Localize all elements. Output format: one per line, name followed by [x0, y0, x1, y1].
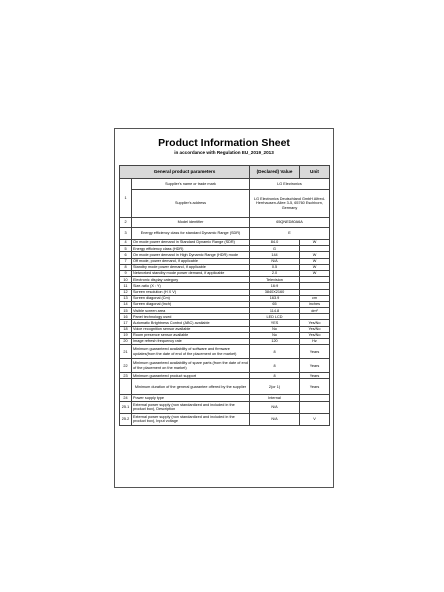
row-number: 18: [120, 326, 132, 332]
row-number: 9: [120, 270, 132, 276]
table-row: [120, 218, 330, 228]
row-value: 8: [250, 359, 300, 373]
row-desc: Image refresh frequency rate: [132, 339, 250, 345]
row-value: LG Electronics Deutschland GmbH Alfred-Herrhausen-Allee 3-5, 65760 Eschborn, Germany: [250, 190, 330, 218]
row-desc: Model identifier: [132, 218, 250, 228]
row-number: 1: [120, 179, 132, 218]
row-number: 11: [120, 283, 132, 289]
row-unit: Yes/No: [300, 332, 330, 338]
row-number: 15: [120, 308, 132, 314]
row-value: 8: [250, 345, 300, 359]
row-value: 65QNED80A6A: [250, 218, 330, 228]
row-value: N/A: [250, 413, 300, 425]
row-value: 84.0: [250, 240, 300, 246]
row-number: 16: [120, 314, 132, 320]
row-value: 0.5: [250, 264, 300, 270]
row-number: 21: [120, 345, 132, 359]
row-desc: External power supply (non standardized and included in the product box), Description: [132, 401, 250, 413]
row-unit: W: [300, 270, 330, 276]
row-desc: Electronic display category: [132, 277, 250, 283]
row-desc: External power supply (non standardized and included in the product box), Input voltage: [132, 413, 250, 425]
row-unit: Years: [300, 345, 330, 359]
sheet-subtitle: in accordance with Regulation EU_2019_2013: [174, 150, 274, 155]
row-number: 19: [120, 332, 132, 338]
row-unit: Yes/No: [300, 320, 330, 326]
row-number: 10: [120, 277, 132, 283]
row-desc: Minimum guaranteed availability of spare parts (from the date of end of the placement on the market): [132, 359, 250, 373]
row-desc: Panel technology used: [132, 314, 250, 320]
row-unit: Hz: [300, 339, 330, 345]
row-value: E: [250, 228, 330, 240]
row-value: G: [250, 246, 300, 252]
row-value: 65: [250, 301, 300, 307]
row-unit: W: [300, 264, 330, 270]
table-row: [120, 179, 330, 190]
row-value: Internal: [250, 395, 300, 401]
row-desc: Screen diagonal (Inch): [132, 301, 250, 307]
row-desc: On mode power demand in High Dynamic Range (HDR) mode: [132, 252, 250, 258]
row-value: No: [250, 332, 300, 338]
row-desc: Power supply type: [132, 395, 250, 401]
row-desc: Minimum duration of the general guarantee offered by the supplier: [132, 379, 250, 395]
row-unit: [300, 401, 330, 413]
row-number: 7: [120, 258, 132, 264]
row-number: 22: [120, 359, 132, 373]
row-unit: dm²: [300, 308, 330, 314]
row-desc: Energy efficiency class for standard Dynamic Range (SDR): [132, 228, 250, 240]
row-number: [120, 379, 132, 395]
table-row: [120, 413, 330, 425]
row-number: 20: [120, 339, 132, 345]
row-desc: Energy efficiency class (HDR): [132, 246, 250, 252]
row-number: 24: [120, 395, 132, 401]
row-number: 4: [120, 240, 132, 246]
row-value: 163.9: [250, 295, 300, 301]
table-row: [120, 401, 330, 413]
row-value: 8: [250, 373, 300, 379]
row-desc: Supplier's name or trade mark: [132, 179, 250, 190]
row-value: 120: [250, 339, 300, 345]
parameters-table: [119, 165, 330, 426]
table-header-row: [120, 166, 330, 179]
header-params: General product parameters: [120, 166, 250, 179]
row-number: 25.1: [120, 401, 132, 413]
row-number: 23: [120, 373, 132, 379]
row-desc: Minimum guaranteed availability of software and firmware updates(from the date of end of the placement on the market): [132, 345, 250, 359]
row-unit: W: [300, 252, 330, 258]
row-desc: Minimum guaranteed product support: [132, 373, 250, 379]
table-row: [120, 379, 330, 395]
row-value: YES: [250, 320, 300, 326]
row-desc: Standby mode power demand, if applicable: [132, 264, 250, 270]
table-row: [120, 345, 330, 359]
row-number: 6: [120, 252, 132, 258]
row-value: 144: [250, 252, 300, 258]
row-unit: inches: [300, 301, 330, 307]
row-value: 2.0: [250, 270, 300, 276]
row-number: 8: [120, 264, 132, 270]
row-number: 13: [120, 295, 132, 301]
row-value: Television: [250, 277, 300, 283]
sheet-title: Product Information Sheet: [158, 137, 290, 149]
row-number: 17: [120, 320, 132, 326]
row-desc: Screen diagonal (Cm): [132, 295, 250, 301]
row-number: 14: [120, 301, 132, 307]
row-desc: Automatic Brightness Control (ABC) available: [132, 320, 250, 326]
row-number: 25.2: [120, 413, 132, 425]
row-value: N/A: [250, 401, 300, 413]
row-unit: V: [300, 413, 330, 425]
row-desc: Off mode, power demand, if applicable: [132, 258, 250, 264]
row-unit: Years: [300, 379, 330, 395]
row-value: 114.8: [250, 308, 300, 314]
row-value: LG Electronics: [250, 179, 330, 190]
row-unit: W: [300, 258, 330, 264]
row-unit: W: [300, 240, 330, 246]
row-desc: Room presence sensor available: [132, 332, 250, 338]
row-unit: Yes/No: [300, 326, 330, 332]
row-unit: cm: [300, 295, 330, 301]
row-number: 2: [120, 218, 132, 228]
row-value: 2(or 1): [250, 379, 300, 395]
table-row: [120, 228, 330, 240]
row-value: 3840X2160: [250, 289, 300, 295]
row-desc: On mode power demand in Standard Dynamic Range (SDR): [132, 240, 250, 246]
header-unit: Unit: [300, 166, 330, 179]
row-desc: Size-ratio (X : Y): [132, 283, 250, 289]
row-value: LED LCD: [250, 314, 300, 320]
row-desc: Voice recognition sensor available: [132, 326, 250, 332]
header-value: (Declared) Value: [250, 166, 300, 179]
row-number: 3: [120, 228, 132, 240]
row-desc: Supplier's address: [132, 190, 250, 218]
row-value: 16:9: [250, 283, 300, 289]
product-information-sheet: [114, 128, 334, 488]
table-row: [120, 359, 330, 373]
table-row: [120, 190, 330, 218]
row-desc: Networked standby mode power demand, if applicable: [132, 270, 250, 276]
row-value: N/A: [250, 258, 300, 264]
row-value: No: [250, 326, 300, 332]
row-desc: Visible screen area: [132, 308, 250, 314]
row-unit: Years: [300, 373, 330, 379]
row-unit: Years: [300, 359, 330, 373]
row-number: 5: [120, 246, 132, 252]
row-number: 12: [120, 289, 132, 295]
row-desc: Screen resolution (H X V): [132, 289, 250, 295]
